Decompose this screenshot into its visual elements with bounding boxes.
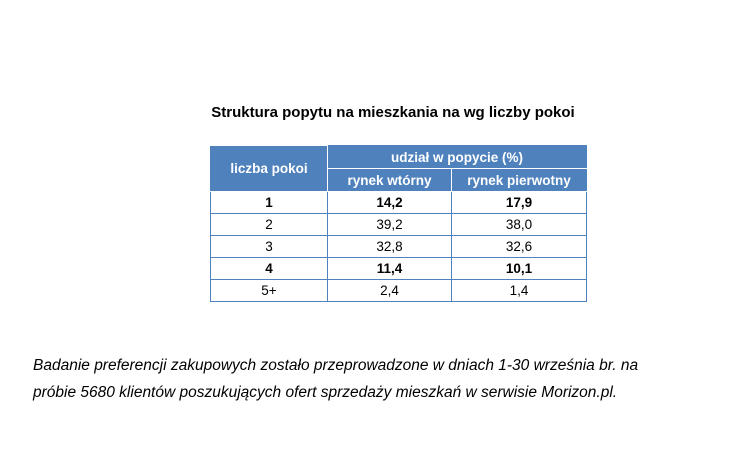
cell-primary: 17,9 <box>452 192 587 214</box>
cell-secondary: 32,8 <box>328 236 452 258</box>
cell-rooms: 2 <box>211 214 328 236</box>
cell-secondary: 2,4 <box>328 280 452 302</box>
note-line-1: Badanie preferencji zakupowych zostało przeprowadzone w dniach 1-30 września br. na <box>33 357 639 374</box>
demand-table <box>210 145 587 302</box>
note-line-2: próbie 5680 klientów poszukujących ofert sprzedaży mieszkań w serwisie Morizon.pl. <box>33 384 618 401</box>
cell-rooms: 5+ <box>211 280 328 302</box>
table-row <box>211 192 587 214</box>
cell-rooms: 1 <box>211 192 328 214</box>
header-demand-share: udział w popycie (%) <box>328 146 587 169</box>
header-secondary-market: rynek wtórny <box>328 169 452 192</box>
cell-rooms: 3 <box>211 236 328 258</box>
header-primary-market: rynek pierwotny <box>452 169 587 192</box>
cell-primary: 10,1 <box>452 258 587 280</box>
table-row <box>211 236 587 258</box>
cell-secondary: 39,2 <box>328 214 452 236</box>
survey-note <box>33 352 733 406</box>
table-row <box>211 280 587 302</box>
header-rooms: liczba pokoi <box>211 146 328 192</box>
cell-rooms: 4 <box>211 258 328 280</box>
table-title: Struktura popytu na mieszkania na wg liczby pokoi <box>211 104 575 121</box>
cell-secondary: 11,4 <box>328 258 452 280</box>
cell-primary: 32,6 <box>452 236 587 258</box>
cell-primary: 38,0 <box>452 214 587 236</box>
table-row <box>211 214 587 236</box>
cell-secondary: 14,2 <box>328 192 452 214</box>
table-row <box>211 258 587 280</box>
cell-primary: 1,4 <box>452 280 587 302</box>
